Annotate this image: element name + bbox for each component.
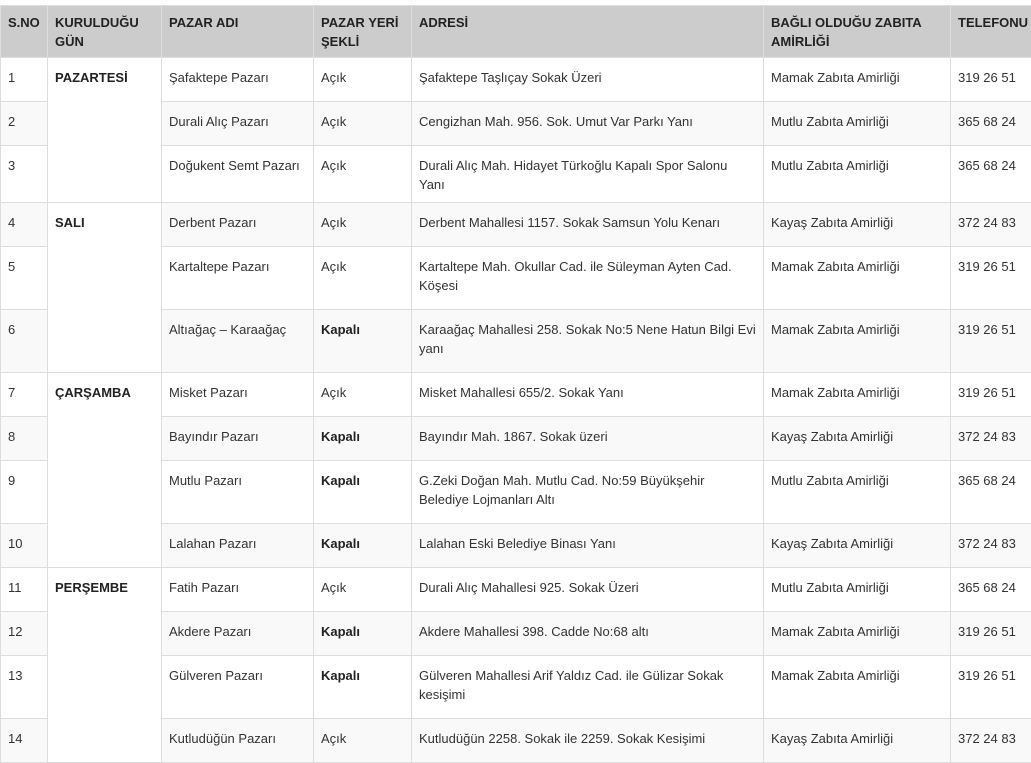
market-address: Durali Alıç Mahallesi 925. Sokak Üzeri bbox=[412, 568, 764, 612]
market-phone: 365 68 24 bbox=[951, 146, 1031, 203]
market-table-container bbox=[0, 5, 1031, 763]
market-office: Mamak Zabıta Amirliği bbox=[764, 58, 951, 102]
market-phone: 319 26 51 bbox=[951, 310, 1031, 373]
market-name: Gülveren Pazarı bbox=[162, 656, 314, 719]
table-row bbox=[1, 568, 1031, 612]
row-number: 12 bbox=[1, 612, 48, 656]
market-office: Mutlu Zabıta Amirliği bbox=[764, 146, 951, 203]
market-type: Kapalı bbox=[314, 461, 412, 524]
market-office: Kayaş Zabıta Amirliği bbox=[764, 203, 951, 247]
row-number: 11 bbox=[1, 568, 48, 612]
market-office: Kayaş Zabıta Amirliği bbox=[764, 524, 951, 568]
market-office: Mamak Zabıta Amirliği bbox=[764, 247, 951, 310]
market-type: Açık bbox=[314, 203, 412, 247]
header-address: ADRESİ bbox=[412, 6, 764, 58]
market-phone: 372 24 83 bbox=[951, 719, 1031, 763]
row-number: 1 bbox=[1, 58, 48, 102]
market-phone: 319 26 51 bbox=[951, 656, 1031, 719]
row-number: 4 bbox=[1, 203, 48, 247]
market-type: Kapalı bbox=[314, 524, 412, 568]
table-row bbox=[1, 203, 1031, 247]
row-number: 3 bbox=[1, 146, 48, 203]
market-phone: 372 24 83 bbox=[951, 417, 1031, 461]
market-address: Misket Mahallesi 655/2. Sokak Yanı bbox=[412, 373, 764, 417]
market-type: Açık bbox=[314, 719, 412, 763]
header-phone: TELEFONU bbox=[951, 6, 1031, 58]
row-number: 9 bbox=[1, 461, 48, 524]
market-name: Akdere Pazarı bbox=[162, 612, 314, 656]
market-office: Mutlu Zabıta Amirliği bbox=[764, 102, 951, 146]
row-number: 8 bbox=[1, 417, 48, 461]
row-number: 7 bbox=[1, 373, 48, 417]
market-address: Kutludüğün 2258. Sokak ile 2259. Sokak Kesişimi bbox=[412, 719, 764, 763]
market-phone: 372 24 83 bbox=[951, 203, 1031, 247]
market-name: Mutlu Pazarı bbox=[162, 461, 314, 524]
market-office: Mutlu Zabıta Amirliği bbox=[764, 461, 951, 524]
day-cell: ÇARŞAMBA bbox=[48, 373, 162, 568]
market-address: Şafaktepe Taşlıçay Sokak Üzeri bbox=[412, 58, 764, 102]
market-phone: 365 68 24 bbox=[951, 461, 1031, 524]
header-sno: S.NO bbox=[1, 6, 48, 58]
table-row bbox=[1, 373, 1031, 417]
market-phone: 372 24 83 bbox=[951, 524, 1031, 568]
market-phone: 365 68 24 bbox=[951, 568, 1031, 612]
market-address: Kartaltepe Mah. Okullar Cad. ile Süleyman Ayten Cad. Köşesi bbox=[412, 247, 764, 310]
table-header-row bbox=[1, 6, 1031, 58]
market-office: Kayaş Zabıta Amirliği bbox=[764, 719, 951, 763]
table-row bbox=[1, 58, 1031, 102]
market-type: Kapalı bbox=[314, 417, 412, 461]
market-address: Cengizhan Mah. 956. Sok. Umut Var Parkı Yanı bbox=[412, 102, 764, 146]
market-address: Gülveren Mahallesi Arif Yaldız Cad. ile Gülizar Sokak kesişimi bbox=[412, 656, 764, 719]
market-type: Kapalı bbox=[314, 656, 412, 719]
market-phone: 319 26 51 bbox=[951, 373, 1031, 417]
market-phone: 319 26 51 bbox=[951, 58, 1031, 102]
market-table bbox=[0, 5, 1031, 763]
header-office: BAĞLI OLDUĞU ZABITA AMİRLİĞİ bbox=[764, 6, 951, 58]
market-address: Karaağaç Mahallesi 258. Sokak No:5 Nene Hatun Bilgi Evi yanı bbox=[412, 310, 764, 373]
market-type: Açık bbox=[314, 568, 412, 612]
market-phone: 365 68 24 bbox=[951, 102, 1031, 146]
day-cell: PAZARTESİ bbox=[48, 58, 162, 203]
market-address: Bayındır Mah. 1867. Sokak üzeri bbox=[412, 417, 764, 461]
day-cell: SALI bbox=[48, 203, 162, 373]
market-type: Açık bbox=[314, 373, 412, 417]
market-name: Misket Pazarı bbox=[162, 373, 314, 417]
market-office: Mamak Zabıta Amirliği bbox=[764, 310, 951, 373]
row-number: 13 bbox=[1, 656, 48, 719]
row-number: 5 bbox=[1, 247, 48, 310]
market-address: Akdere Mahallesi 398. Cadde No:68 altı bbox=[412, 612, 764, 656]
market-office: Mutlu Zabıta Amirliği bbox=[764, 568, 951, 612]
row-number: 10 bbox=[1, 524, 48, 568]
market-name: Kutludüğün Pazarı bbox=[162, 719, 314, 763]
market-phone: 319 26 51 bbox=[951, 612, 1031, 656]
market-name: Şafaktepe Pazarı bbox=[162, 58, 314, 102]
row-number: 14 bbox=[1, 719, 48, 763]
header-name: PAZAR ADI bbox=[162, 6, 314, 58]
market-name: Altıağaç – Karaağaç bbox=[162, 310, 314, 373]
market-address: Lalahan Eski Belediye Binası Yanı bbox=[412, 524, 764, 568]
market-name: Doğukent Semt Pazarı bbox=[162, 146, 314, 203]
market-type: Açık bbox=[314, 58, 412, 102]
day-cell: PERŞEMBE bbox=[48, 568, 162, 763]
market-office: Kayaş Zabıta Amirliği bbox=[764, 417, 951, 461]
market-name: Lalahan Pazarı bbox=[162, 524, 314, 568]
market-address: Durali Alıç Mah. Hidayet Türkoğlu Kapalı Spor Salonu Yanı bbox=[412, 146, 764, 203]
market-name: Bayındır Pazarı bbox=[162, 417, 314, 461]
market-type: Açık bbox=[314, 247, 412, 310]
market-type: Kapalı bbox=[314, 310, 412, 373]
market-name: Durali Alıç Pazarı bbox=[162, 102, 314, 146]
market-type: Kapalı bbox=[314, 612, 412, 656]
header-day: KURULDUĞU GÜN bbox=[48, 6, 162, 58]
market-address: G.Zeki Doğan Mah. Mutlu Cad. No:59 Büyükşehir Belediye Lojmanları Altı bbox=[412, 461, 764, 524]
market-name: Kartaltepe Pazarı bbox=[162, 247, 314, 310]
market-type: Açık bbox=[314, 102, 412, 146]
header-type: PAZAR YERİ ŞEKLİ bbox=[314, 6, 412, 58]
market-office: Mamak Zabıta Amirliği bbox=[764, 612, 951, 656]
market-office: Mamak Zabıta Amirliği bbox=[764, 373, 951, 417]
market-address: Derbent Mahallesi 1157. Sokak Samsun Yolu Kenarı bbox=[412, 203, 764, 247]
row-number: 2 bbox=[1, 102, 48, 146]
market-phone: 319 26 51 bbox=[951, 247, 1031, 310]
market-name: Derbent Pazarı bbox=[162, 203, 314, 247]
row-number: 6 bbox=[1, 310, 48, 373]
market-name: Fatih Pazarı bbox=[162, 568, 314, 612]
market-office: Mamak Zabıta Amirliği bbox=[764, 656, 951, 719]
market-type: Açık bbox=[314, 146, 412, 203]
